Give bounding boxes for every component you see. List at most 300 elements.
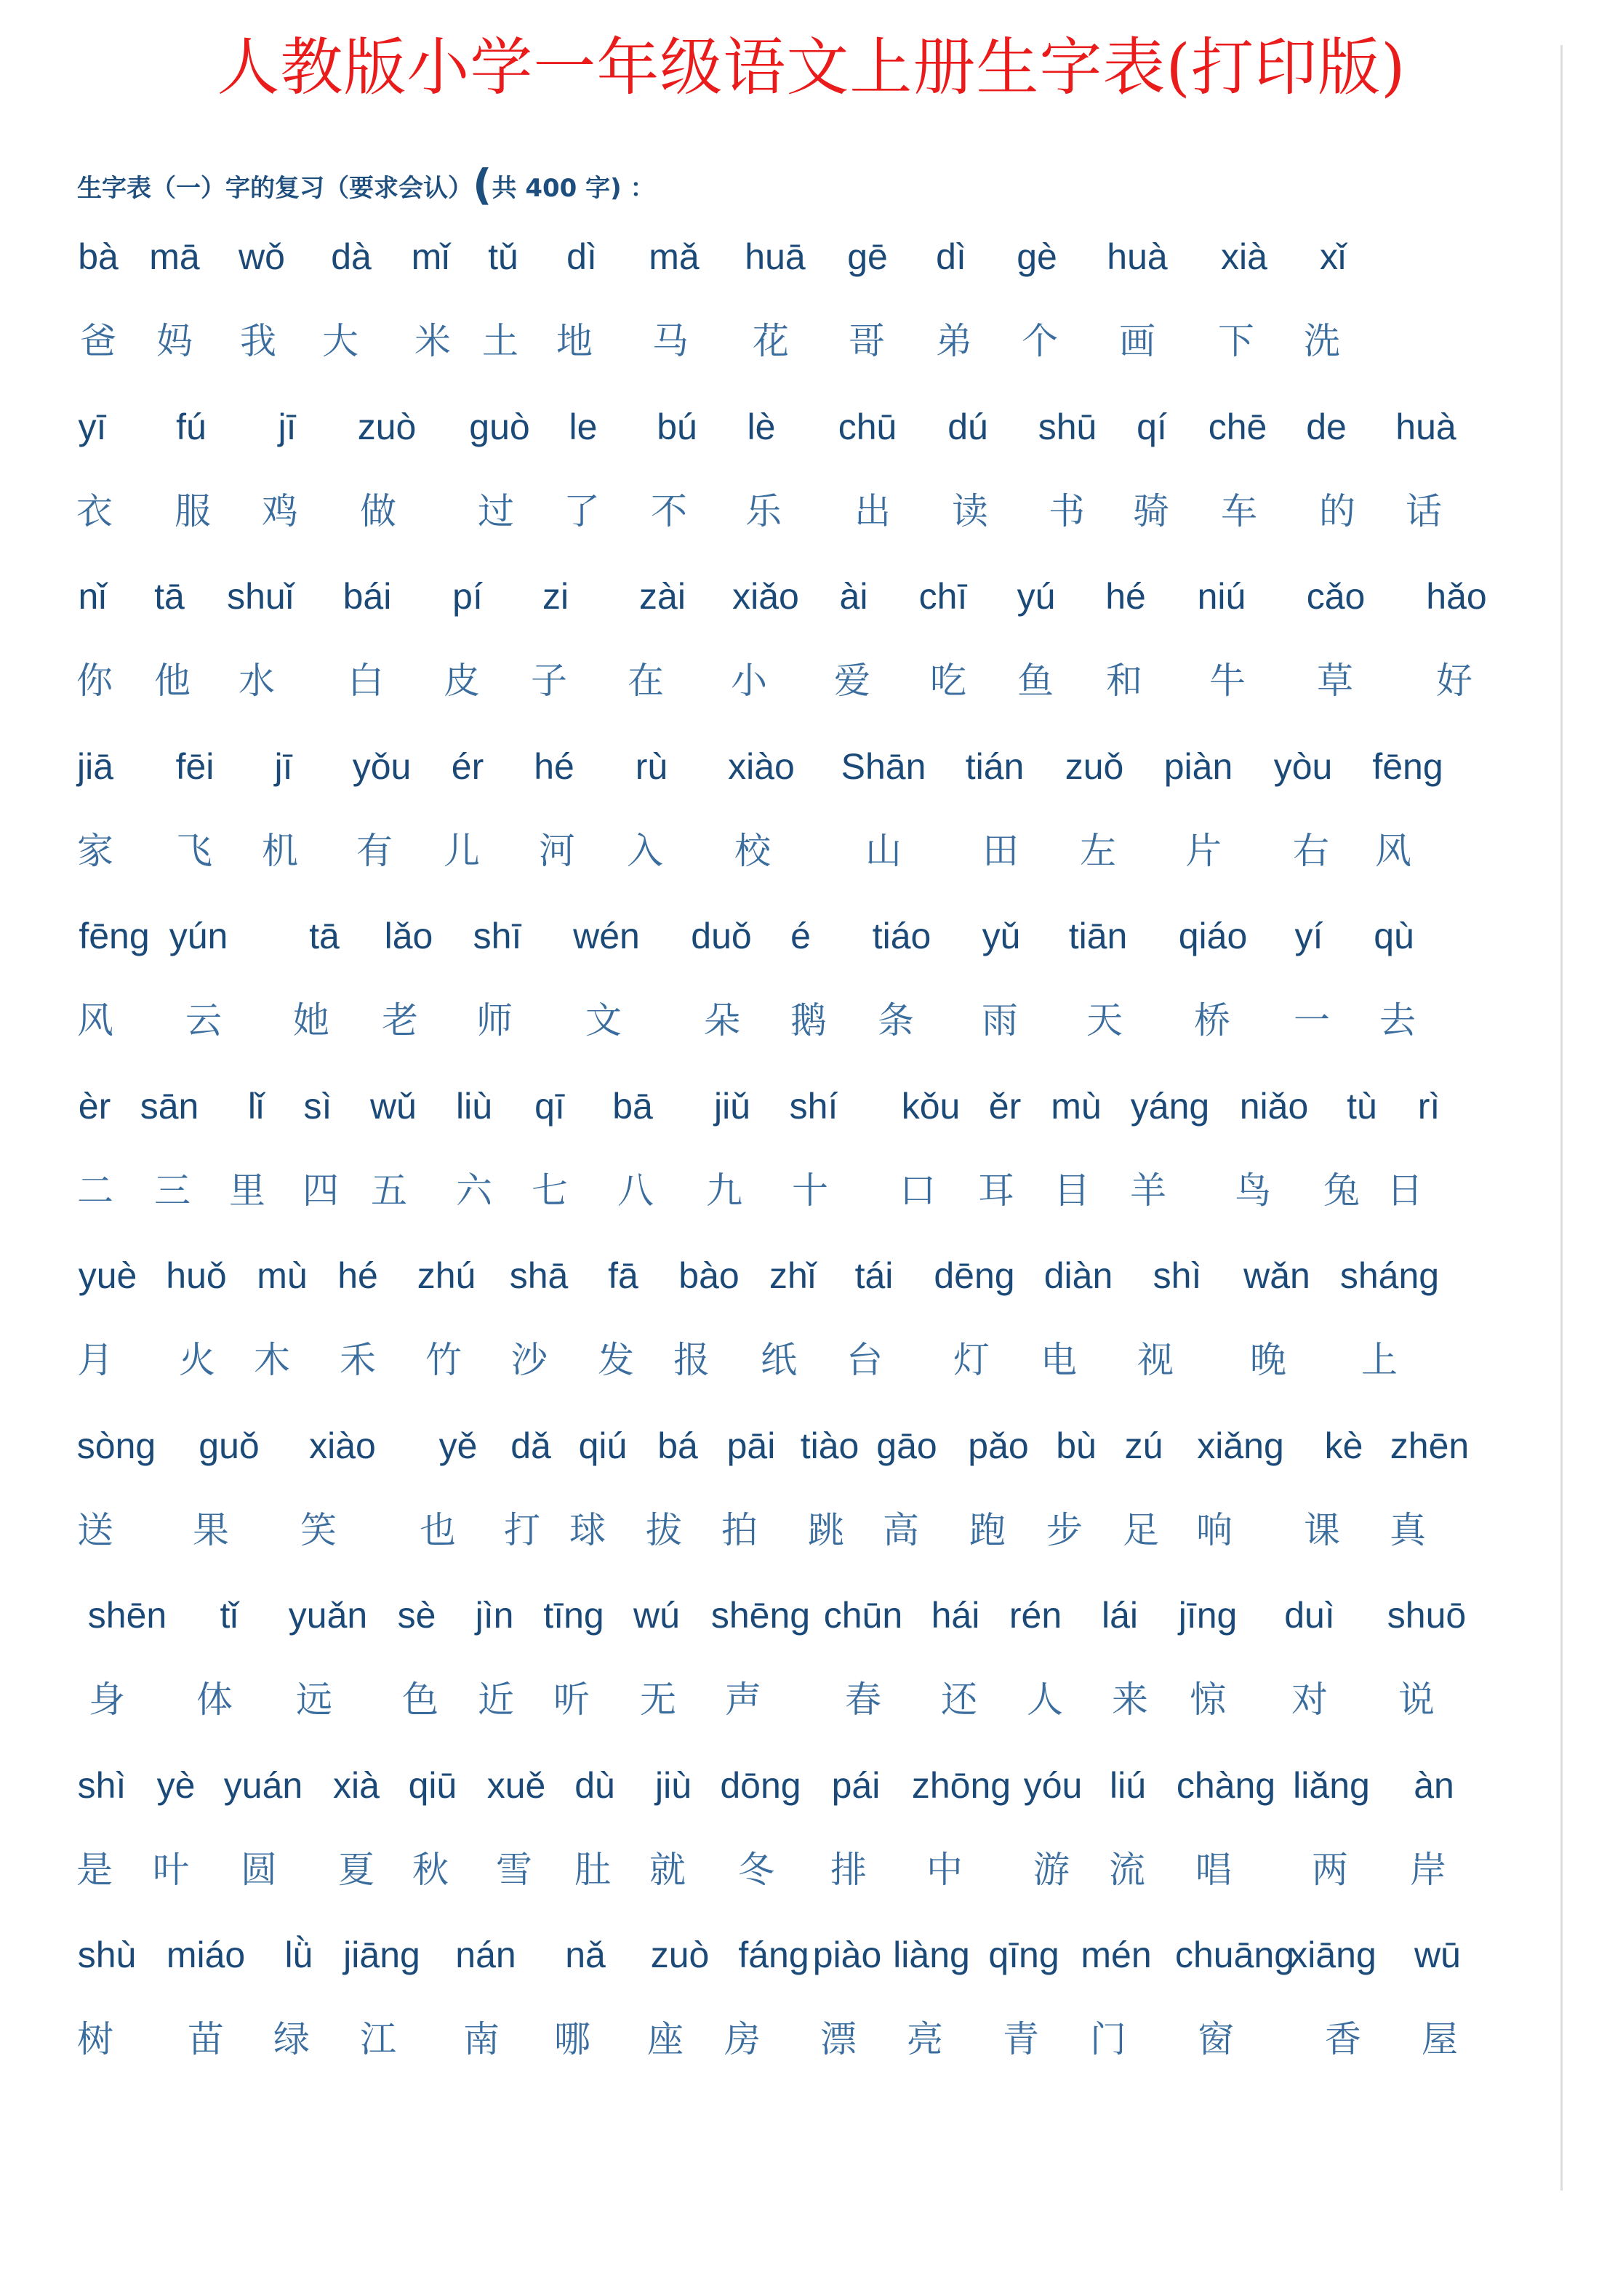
pinyin-cell: hái	[931, 1595, 980, 1636]
pinyin-cell: èr	[78, 1085, 111, 1127]
hanzi-cell: 水	[239, 660, 275, 702]
pinyin-cell: shù	[77, 1935, 137, 1975]
pinyin-cell: shēn	[87, 1595, 167, 1636]
hanzi-cell: 排	[830, 1848, 867, 1891]
hanzi-cell: 四	[302, 1169, 339, 1212]
hanzi-cell: 做	[360, 489, 396, 532]
pinyin-cell: wǔ	[370, 1085, 417, 1127]
pinyin-cell: wén	[573, 916, 640, 956]
hanzi-cell: 小	[731, 660, 767, 702]
pinyin-cell: chī	[918, 576, 968, 617]
pinyin-cell: liǎng	[1293, 1764, 1370, 1806]
pinyin-cell: chē	[1208, 406, 1267, 447]
section-heading-paren: (	[473, 160, 492, 209]
hanzi-cell: 说	[1398, 1679, 1435, 1721]
pinyin-cell: jī	[274, 745, 293, 787]
hanzi-cell: 岸	[1410, 1848, 1446, 1891]
pinyin-cell: dǎ	[510, 1425, 551, 1466]
pinyin-cell: bā	[612, 1085, 653, 1127]
pinyin-cell: huà	[1395, 406, 1456, 447]
pinyin-cell: pāi	[726, 1425, 776, 1466]
pinyin-cell: duǒ	[691, 916, 752, 956]
pinyin-cell: zhēn	[1390, 1425, 1470, 1466]
pinyin-cell: rì	[1417, 1085, 1440, 1127]
pinyin-cell: zhǐ	[769, 1255, 816, 1296]
hanzi-cell: 江	[360, 2018, 396, 2060]
pinyin-cell: lǎo	[384, 916, 433, 956]
hanzi-cell: 七	[532, 1169, 568, 1212]
pinyin-cell: mù	[1051, 1085, 1102, 1127]
hanzi-cell: 足	[1123, 1508, 1159, 1551]
pinyin-row	[0, 1247, 1623, 1305]
pinyin-cell: jìn	[475, 1595, 514, 1636]
hanzi-cell: 唱	[1195, 1848, 1232, 1891]
pinyin-cell: wǎn	[1243, 1255, 1310, 1296]
hanzi-cell: 报	[673, 1339, 710, 1381]
pinyin-cell: fēi	[175, 745, 215, 787]
hanzi-cell: 右	[1293, 829, 1329, 872]
pinyin-cell: dù	[574, 1764, 615, 1806]
pinyin-cell: yǔ	[982, 916, 1021, 956]
pinyin-row	[0, 1077, 1623, 1135]
hanzi-cell: 是	[76, 1848, 113, 1891]
pinyin-cell: yě	[438, 1425, 478, 1466]
hanzi-cell: 画	[1119, 320, 1155, 362]
hanzi-cell: 耳	[978, 1169, 1014, 1212]
hanzi-cell: 了	[564, 489, 600, 532]
pinyin-cell: fáng	[738, 1935, 809, 1975]
pinyin-cell: ér	[451, 745, 484, 787]
hanzi-cell: 色	[402, 1679, 438, 1721]
pinyin-cell: pí	[452, 576, 483, 617]
pinyin-cell: piào	[812, 1935, 882, 1975]
hanzi-cell: 的	[1319, 489, 1355, 532]
pinyin-cell: cǎo	[1306, 576, 1366, 617]
pinyin-cell: bú	[657, 406, 697, 447]
pinyin-cell: mǐ	[411, 236, 450, 277]
pinyin-cell: shēng	[710, 1595, 811, 1636]
hanzi-cell: 冬	[738, 1848, 774, 1891]
hanzi-cell: 鸟	[1235, 1169, 1271, 1212]
hanzi-cell: 肚	[574, 1848, 611, 1891]
pinyin-cell: miáo	[166, 1935, 246, 1975]
pinyin-cell: qiáo	[1178, 916, 1248, 956]
hanzi-cell: 羊	[1130, 1169, 1166, 1212]
hanzi-cell: 香	[1325, 2018, 1361, 2060]
hanzi-cell: 花	[753, 320, 789, 362]
hanzi-cell: 沙	[511, 1339, 548, 1381]
hanzi-cell: 白	[348, 660, 384, 702]
hanzi-cell: 窗	[1198, 2018, 1234, 2060]
pinyin-cell: pái	[831, 1764, 881, 1806]
hanzi-cell: 目	[1054, 1169, 1090, 1212]
hanzi-row	[0, 2010, 1623, 2068]
pinyin-cell: sān	[140, 1085, 199, 1127]
pinyin-cell: jiǔ	[713, 1085, 751, 1127]
pinyin-cell: tā	[309, 916, 340, 956]
pinyin-cell: tiáo	[872, 916, 931, 956]
pinyin-cell: qù	[1374, 916, 1414, 956]
hanzi-cell: 左	[1080, 829, 1116, 872]
pinyin-cell: sháng	[1339, 1255, 1440, 1296]
pinyin-cell: chū	[838, 406, 897, 447]
hanzi-cell: 雨	[982, 999, 1018, 1041]
hanzi-cell: 草	[1317, 660, 1353, 702]
hanzi-cell: 屋	[1422, 2018, 1458, 2060]
pinyin-cell: xiào	[309, 1425, 376, 1466]
hanzi-cell: 儿	[444, 829, 480, 872]
hanzi-cell: 鱼	[1017, 660, 1054, 702]
hanzi-cell: 南	[463, 2018, 500, 2060]
pinyin-cell: nán	[455, 1935, 516, 1975]
pinyin-cell: hé	[534, 745, 574, 787]
hanzi-cell: 果	[193, 1508, 229, 1551]
hanzi-cell: 老	[382, 999, 418, 1041]
pinyin-cell: é	[790, 916, 811, 956]
pinyin-cell: hé	[337, 1255, 378, 1296]
pinyin-cell: tù	[1347, 1085, 1377, 1127]
pinyin-cell: dōng	[720, 1764, 801, 1806]
hanzi-cell: 惊	[1190, 1679, 1226, 1721]
pinyin-cell: guǒ	[199, 1425, 260, 1466]
hanzi-cell: 跳	[808, 1508, 844, 1551]
pinyin-cell: shuǐ	[227, 576, 294, 617]
hanzi-cell: 飞	[176, 829, 212, 872]
pinyin-cell: zuò	[357, 406, 417, 447]
page-title: 人教版小学一年级语文上册生字表(打印版)	[217, 31, 1406, 104]
hanzi-row	[0, 1671, 1623, 1729]
pinyin-cell: dà	[331, 236, 372, 277]
pinyin-cell: mǎ	[649, 236, 700, 277]
pinyin-cell: zài	[639, 576, 686, 617]
hanzi-cell: 校	[734, 829, 771, 872]
hanzi-cell: 条	[878, 999, 914, 1041]
pinyin-cell: xǐ	[1319, 236, 1347, 277]
pinyin-cell: shí	[789, 1085, 838, 1127]
pinyin-cell: zú	[1124, 1425, 1163, 1466]
pinyin-cell: zuǒ	[1065, 745, 1124, 787]
hanzi-cell: 晚	[1250, 1339, 1286, 1381]
pinyin-cell: xiǎng	[1197, 1425, 1284, 1466]
pinyin-cell: zi	[542, 576, 569, 617]
pinyin-row	[0, 1926, 1623, 1984]
pinyin-cell: xiǎo	[732, 576, 799, 617]
hanzi-row	[0, 1501, 1623, 1559]
hanzi-row	[0, 652, 1623, 710]
hanzi-cell: 纸	[761, 1339, 797, 1381]
pinyin-cell: yún	[169, 916, 228, 956]
hanzi-cell: 片	[1185, 829, 1222, 872]
hanzi-cell: 听	[553, 1679, 590, 1721]
hanzi-cell: 叶	[153, 1848, 189, 1891]
hanzi-cell: 个	[1022, 320, 1058, 362]
hanzi-cell: 读	[952, 489, 988, 532]
pinyin-cell: gāo	[876, 1425, 937, 1466]
hanzi-cell: 春	[845, 1679, 881, 1721]
hanzi-cell: 上	[1361, 1339, 1398, 1381]
hanzi-cell: 桥	[1194, 999, 1230, 1041]
hanzi-cell: 车	[1221, 489, 1257, 532]
hanzi-cell: 爸	[80, 320, 116, 362]
hanzi-cell: 机	[262, 829, 298, 872]
hanzi-cell: 兔	[1323, 1169, 1360, 1212]
pinyin-row	[0, 737, 1623, 796]
pinyin-cell: tǐ	[220, 1595, 239, 1636]
pinyin-cell: huà	[1107, 236, 1168, 277]
pinyin-cell: jiù	[654, 1764, 692, 1806]
hanzi-cell: 风	[1375, 829, 1411, 872]
hanzi-cell: 朵	[704, 999, 740, 1041]
hanzi-cell: 子	[531, 660, 567, 702]
hanzi-cell: 米	[414, 320, 451, 362]
pinyin-cell: qī	[534, 1085, 565, 1127]
pinyin-cell: shī	[473, 916, 522, 956]
hanzi-cell: 过	[478, 489, 514, 532]
hanzi-cell: 一	[1294, 999, 1330, 1041]
pinyin-cell: mù	[257, 1255, 308, 1296]
pinyin-cell: àn	[1414, 1764, 1454, 1806]
pinyin-cell: dì	[936, 236, 966, 277]
pinyin-cell: piàn	[1163, 745, 1233, 787]
pinyin-cell: dì	[566, 236, 597, 277]
hanzi-cell: 座	[647, 2018, 684, 2060]
hanzi-cell: 亮	[907, 2018, 943, 2060]
hanzi-cell: 六	[456, 1169, 492, 1212]
hanzi-cell: 皮	[444, 660, 480, 702]
hanzi-row	[0, 822, 1623, 880]
hanzi-cell: 土	[482, 320, 518, 362]
hanzi-cell: 去	[1379, 999, 1416, 1041]
hanzi-cell: 在	[628, 660, 664, 702]
hanzi-cell: 人	[1027, 1679, 1063, 1721]
pinyin-row	[0, 398, 1623, 456]
pinyin-cell: xiāng	[1289, 1935, 1376, 1975]
pinyin-cell: xià	[333, 1764, 380, 1806]
hanzi-cell: 吃	[930, 660, 966, 702]
hanzi-cell: 拍	[721, 1508, 758, 1551]
pinyin-cell: lái	[1101, 1595, 1139, 1636]
hanzi-row	[0, 1161, 1623, 1220]
hanzi-cell: 打	[504, 1508, 540, 1551]
pinyin-cell: yǒu	[352, 745, 412, 787]
hanzi-cell: 也	[420, 1508, 456, 1551]
pinyin-cell: zuò	[650, 1935, 710, 1975]
pinyin-cell: rén	[1009, 1595, 1062, 1636]
hanzi-row	[0, 991, 1623, 1049]
hanzi-cell: 真	[1390, 1508, 1426, 1551]
hanzi-cell: 房	[724, 2018, 761, 2060]
pinyin-cell: lǜ	[284, 1935, 313, 1975]
hanzi-cell: 里	[229, 1169, 265, 1212]
hanzi-cell: 身	[89, 1679, 125, 1721]
hanzi-cell: 中	[926, 1848, 963, 1891]
hanzi-cell: 近	[478, 1679, 514, 1721]
pinyin-cell: bà	[78, 236, 119, 277]
hanzi-cell: 和	[1106, 660, 1142, 702]
hanzi-cell: 哥	[849, 320, 885, 362]
hanzi-cell: 洗	[1304, 320, 1340, 362]
pinyin-cell: liàng	[893, 1935, 970, 1975]
pinyin-cell: chūn	[823, 1595, 903, 1636]
hanzi-row	[0, 1841, 1623, 1899]
pinyin-cell: ěr	[988, 1085, 1022, 1127]
pinyin-cell: liù	[455, 1085, 493, 1127]
pinyin-cell: yī	[78, 406, 107, 447]
pinyin-cell: dú	[947, 406, 988, 447]
pinyin-cell: xuě	[486, 1764, 546, 1806]
hanzi-cell: 弟	[936, 320, 972, 362]
pinyin-cell: de	[1306, 406, 1347, 447]
hanzi-cell: 对	[1291, 1679, 1328, 1721]
hanzi-cell: 下	[1218, 320, 1254, 362]
hanzi-cell: 台	[846, 1339, 883, 1381]
pinyin-cell: Shān	[841, 745, 926, 787]
hanzi-cell: 跑	[969, 1508, 1006, 1551]
pinyin-cell: niǎo	[1239, 1085, 1309, 1127]
hanzi-cell: 乐	[745, 489, 782, 532]
hanzi-cell: 妈	[156, 320, 193, 362]
hanzi-cell: 好	[1436, 660, 1472, 702]
hanzi-cell: 你	[76, 660, 113, 702]
hanzi-cell: 声	[725, 1679, 761, 1721]
hanzi-cell: 文	[585, 999, 622, 1041]
pinyin-cell: sòng	[76, 1425, 156, 1466]
pinyin-cell: qīng	[988, 1935, 1059, 1975]
hanzi-cell: 牛	[1209, 660, 1246, 702]
section-heading-prefix: 生字表（一）字的复习（要求会认）	[77, 174, 473, 203]
hanzi-cell: 禾	[340, 1339, 376, 1381]
hanzi-cell: 三	[154, 1169, 191, 1212]
pinyin-cell: lǐ	[247, 1085, 265, 1127]
hanzi-cell: 马	[652, 320, 689, 362]
hanzi-cell: 骑	[1133, 489, 1169, 532]
hanzi-cell: 风	[77, 999, 113, 1041]
pinyin-cell: qí	[1137, 406, 1167, 447]
hanzi-cell: 圆	[241, 1848, 277, 1891]
hanzi-cell: 木	[254, 1339, 290, 1381]
hanzi-cell: 灯	[953, 1339, 990, 1381]
pinyin-cell: jīng	[1178, 1595, 1238, 1636]
pinyin-cell: yuè	[78, 1255, 137, 1296]
hanzi-cell: 就	[649, 1848, 686, 1891]
hanzi-cell: 衣	[76, 489, 113, 532]
hanzi-cell: 口	[899, 1169, 936, 1212]
pinyin-cell: xiào	[728, 745, 795, 787]
hanzi-cell: 出	[854, 489, 891, 532]
hanzi-row	[0, 482, 1623, 540]
pinyin-cell: rù	[635, 745, 668, 787]
pinyin-cell: tīng	[543, 1595, 604, 1636]
pinyin-cell: wú	[633, 1595, 680, 1636]
hanzi-cell: 青	[1003, 2018, 1039, 2060]
pinyin-cell: nǐ	[78, 576, 107, 617]
section-heading-suffix: 共 400 字) ：	[492, 174, 655, 203]
pinyin-cell: xià	[1221, 236, 1267, 277]
hanzi-cell: 月	[77, 1339, 113, 1381]
pinyin-cell: zhú	[417, 1255, 476, 1296]
pinyin-cell: kè	[1324, 1425, 1363, 1466]
pinyin-cell: bái	[342, 576, 392, 617]
pinyin-cell: yuǎn	[288, 1595, 368, 1636]
hanzi-cell: 入	[627, 829, 663, 872]
hanzi-cell: 流	[1109, 1848, 1145, 1891]
hanzi-cell: 远	[296, 1679, 332, 1721]
pinyin-cell: yè	[156, 1764, 196, 1806]
section-heading	[77, 159, 655, 215]
pinyin-cell: fēng	[79, 916, 150, 956]
pinyin-cell: tiān	[1068, 916, 1128, 956]
pinyin-cell: zhōng	[911, 1764, 1011, 1806]
hanzi-cell: 还	[941, 1679, 977, 1721]
pinyin-cell: niú	[1197, 576, 1246, 617]
hanzi-cell: 田	[982, 829, 1019, 872]
pinyin-cell: pǎo	[968, 1425, 1029, 1466]
pinyin-cell: tiào	[800, 1425, 859, 1466]
hanzi-cell: 五	[371, 1169, 407, 1212]
pinyin-cell: jī	[278, 406, 297, 447]
pinyin-cell: mén	[1081, 1935, 1152, 1975]
pinyin-cell: yóu	[1023, 1764, 1083, 1806]
hanzi-cell: 门	[1090, 2018, 1126, 2060]
pinyin-cell: fā	[608, 1255, 638, 1296]
hanzi-cell: 书	[1049, 489, 1085, 532]
pinyin-row	[0, 907, 1623, 965]
pinyin-cell: sì	[303, 1085, 332, 1127]
pinyin-cell: bào	[678, 1255, 740, 1296]
hanzi-cell: 哪	[554, 2018, 590, 2060]
pinyin-cell: gē	[847, 236, 888, 277]
hanzi-cell: 话	[1406, 489, 1442, 532]
hanzi-cell: 笑	[300, 1508, 337, 1551]
pinyin-cell: chàng	[1176, 1764, 1276, 1806]
pinyin-cell: shì	[77, 1764, 127, 1806]
hanzi-cell: 八	[617, 1169, 654, 1212]
pinyin-cell: yú	[1017, 576, 1056, 617]
hanzi-cell: 云	[185, 999, 222, 1041]
hanzi-cell: 步	[1046, 1508, 1083, 1551]
pinyin-cell: tǔ	[488, 236, 518, 277]
pinyin-row	[0, 1417, 1623, 1475]
pinyin-cell: tā	[154, 576, 185, 617]
hanzi-cell: 苗	[188, 2018, 224, 2060]
pinyin-cell: wū	[1414, 1935, 1461, 1975]
pinyin-cell: yáng	[1130, 1085, 1210, 1127]
hanzi-cell: 课	[1304, 1508, 1340, 1551]
pinyin-row	[0, 1586, 1623, 1644]
pinyin-cell: ài	[839, 576, 868, 617]
hanzi-cell: 发	[598, 1339, 634, 1381]
pinyin-cell: mā	[149, 236, 200, 277]
pinyin-row	[0, 1756, 1623, 1815]
hanzi-cell: 游	[1033, 1848, 1070, 1891]
hanzi-cell: 有	[356, 829, 393, 872]
hanzi-cell: 夏	[338, 1848, 374, 1891]
hanzi-cell: 她	[293, 999, 329, 1041]
hanzi-row	[0, 312, 1623, 370]
hanzi-cell: 体	[196, 1679, 233, 1721]
hanzi-cell: 火	[179, 1339, 215, 1381]
hanzi-row	[0, 1331, 1623, 1389]
hanzi-cell: 二	[77, 1169, 113, 1212]
hanzi-cell: 球	[569, 1508, 606, 1551]
pinyin-cell: wǒ	[239, 236, 285, 277]
hanzi-cell: 山	[865, 829, 902, 872]
pinyin-cell: jiā	[76, 745, 114, 787]
hanzi-cell: 送	[77, 1508, 113, 1551]
pinyin-cell: liú	[1109, 1764, 1147, 1806]
pinyin-cell: huǒ	[166, 1255, 227, 1296]
hanzi-cell: 日	[1387, 1169, 1423, 1212]
